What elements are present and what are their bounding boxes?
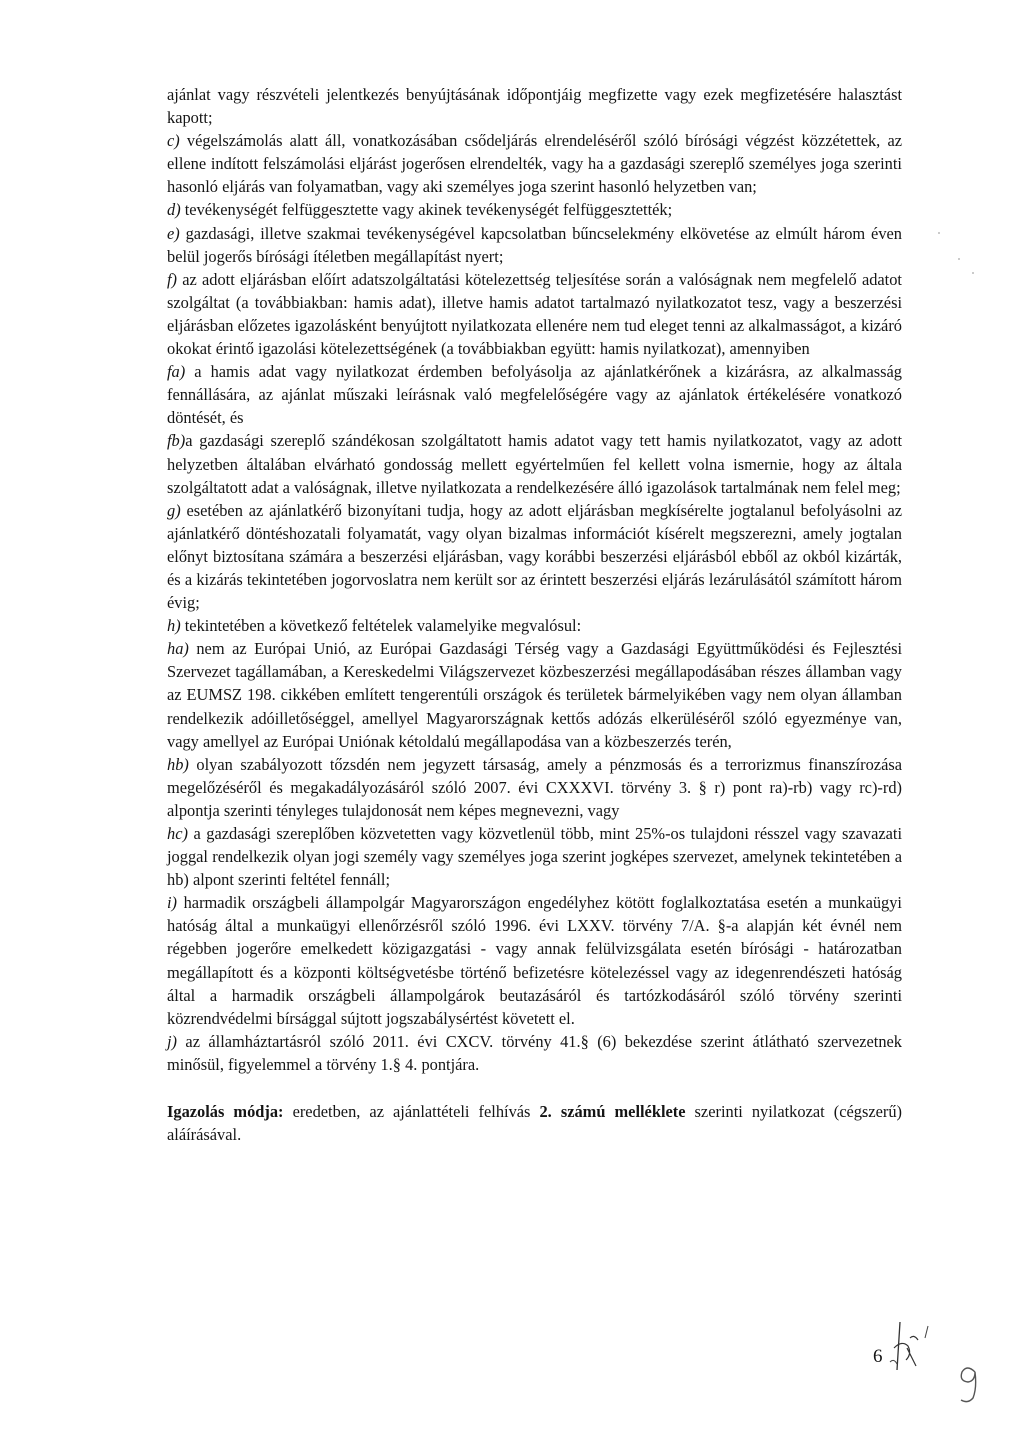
paragraph-marker: c) [167,131,180,151]
paragraph-text: harmadik országbeli állampolgár Magyarországon engedélyhez kötött foglalkoztatása esetén a munkaügyi hatóság által a munkaügyi ellenőrzésről szóló 1996. évi LXXV. törvény 7/A. §-a alapján két évnél nem régebben jogerőre emelkedett közigazgatási - vagy annak felülvizsgálata esetén bírósági - határozatban megállapított és a központi költségvetésbe történő befizetésre kötelezéssel vagy az idegenrendészeti hatóság által a harmadik országbeli állampolgárok beutazásáról és tartózkodásáról szóló törvény szerinti közrendvédelmi bírsággal sújtott jogszabálysértést követett el. [167,893,902,1028]
paragraph [167,268,902,360]
paragraph [167,891,902,1030]
paragraph-text: az adott eljárásban előírt adatszolgáltatási kötelezettség teljesítése során a valóságnak nem megfelelő adatot szolgáltat (a továbbiakban: hamis adat), illetve hamis adatot tartalmazó nyilatkozatot tesz, vagy a beszerzési eljárásban előzetes igazolásként benyújtott nyilatkozata ellenére nem tud eleget tenni az alkalmasságot, a kizáró okokat érintő igazolási kötelezettségének (a továbbiakban együtt: hamis nyilatkozat), amennyiben [167,269,902,359]
proof-method [167,1100,902,1146]
paragraph-marker: j) [167,1031,178,1051]
paragraph-marker: fb) [167,431,186,451]
paragraph-text: a gazdasági szereplő szándékosan szolgáltatott hamis adatot vagy tett hamis nyilatkozatot, vagy az adott helyzetben általában elvárható gondosság mellett egyértelműen fel kellett volna ismernie, hogy az általa szolgáltatott adat a valóságnak, illetve nyilatkozata a rendelkezésére álló igazolások tartalmának nem felel meg; [167,431,902,497]
proof-annex: 2. számú melléklete [539,1102,686,1122]
paragraph-marker: hb) [167,754,189,774]
page-number: 6 [873,1346,883,1367]
proof-label: Igazolás módja: [167,1102,284,1122]
paragraph-text: olyan szabályozott tőzsdén nem jegyzett társaság, amely a pénzmosás és a terrorizmus finanszírozása megelőzéséről és megakadályozásáról szóló 2007. évi CXXXVI. törvény 3. § r) pont ra)-rb) vagy rc)-rd) alpontja szerinti tényleges tulajdonosát nem képes megnevezni, vagy [167,754,902,820]
paragraph [167,222,902,268]
handwritten-number [955,1362,985,1406]
handwritten-number-text: 9 [955,1362,956,1363]
paragraph [167,753,902,822]
paragraph-marker: i) [167,893,178,913]
proof-text-2: szerinti nyilatkozat (cégszerű) aláírásával. [167,1102,902,1145]
paragraph [167,1030,902,1076]
paragraph-text: az államháztartásról szóló 2011. évi CXCV. törvény 41.§ (6) bekezdése szerint átlátható szervezetnek minősül, figyelemmel a törvény 1.§ 4. pontjára. [167,1031,902,1074]
paragraph-text: a hamis adat vagy nyilatkozat érdemben befolyásolja az ajánlatkérőnek a kizárásra, az alkalmasság fennállására, az ajánlat műszaki leírásnak való megfelelőségére vagy az ajánlatok értékelésére vonatkozó döntését, és [167,362,902,428]
scan-speck [958,258,960,260]
scan-speck [938,232,940,234]
paragraph-marker: fa) [167,362,186,382]
body-text [167,83,902,1146]
paragraph [167,614,902,637]
spacer [167,1076,902,1100]
paragraph-marker: g) [167,500,181,520]
paragraph-marker: d) [167,200,181,220]
paragraph-text: nem az Európai Unió, az Európai Gazdasági Térség vagy a Gazdasági Együttműködési és Fejlesztési Szervezet tagállamában, a Kereskedelmi Világszervezet közbeszerzési megállapodásában részes államban vagy az EUMSZ 198. cikkében említett tengerentúli országok és területek bármelyikében vagy nem olyan államban rendelkezik adóilletőséggel, amellyel Magyarországnak kettős adózás elkerüléséről szóló egyezménye van, vagy amellyel az Európai Uniónak kétoldalú megállapodása van a közbeszerzés terén, [167,639,902,751]
paragraph [167,360,902,429]
paragraph [167,129,902,198]
paragraph-marker: ha) [167,639,189,659]
paragraph [167,83,902,129]
paragraph [167,499,902,614]
paragraph [167,822,902,891]
paragraph-list [167,83,902,1076]
paragraph [167,429,902,498]
paragraph-marker: h) [167,616,181,636]
paragraph-marker: f) [167,269,178,289]
paragraph-text: esetében az ajánlatkérő bizonyítani tudja, hogy az adott eljárásban megkísérelte jogtalanul befolyásolni az ajánlatkérő döntéshozatali folyamatát, vagy olyan bizalmas információt kísérelt megszerezni, amely jogtalan előnyt biztosítana számára a beszerzési eljárásban, vagy korábbi beszerzési eljárásból ebből az okból kizárták, és a kizárás tekintetében jogorvoslatra nem került sor az érintett beszerzési eljárás lezárulásától számított három évig; [167,500,902,613]
paragraph-text: tevékenységét felfüggesztette vagy akinek tevékenységét felfüggesztették; [180,200,673,220]
paragraph-text: ajánlat vagy részvételi jelentkezés benyújtásának időpontjáig megfizette vagy ezek megfizetésére halasztást kapott; [167,85,902,128]
paragraph-marker: hc) [167,824,188,843]
paragraph-text: végelszámolás alatt áll, vonatkozásában csődeljárás elrendeléséről szóló bírósági végzést közzétettek, az ellene indított felszámolási eljárást jogerősen elrendelték, vagy ha a gazdasági szereplő személyes joga szerinti hasonló eljárás van folyamatban, vagy aki személyes joga szerint hasonló helyzetben van; [167,131,902,197]
paragraph-marker: e) [167,223,180,243]
paragraph-text: gazdasági, illetve szakmai tevékenységével kapcsolatban bűncselekmény elkövetése az elmúlt három éven belül jogerős bírósági ítéletben megállapítást nyert; [167,223,902,266]
proof-text-1: eredetben, az ajánlattételi felhívás [283,1102,540,1122]
paragraph [167,637,902,752]
scan-speck [972,272,974,274]
paragraph-text: tekintetében a következő feltételek valamelyike megvalósul: [180,616,582,636]
paragraph [167,198,902,221]
handwritten-initials [888,1318,938,1378]
paragraph-text: a gazdasági szereplőben közvetetten vagy közvetlenül több, mint 25%-os tulajdoni résszel vagy szavazati joggal rendelkezik olyan jogi személy vagy személyes joga szerint jogképes szervezet, amelynek tekintetében a hb) alpont szerinti feltétel fennáll; [167,824,902,890]
